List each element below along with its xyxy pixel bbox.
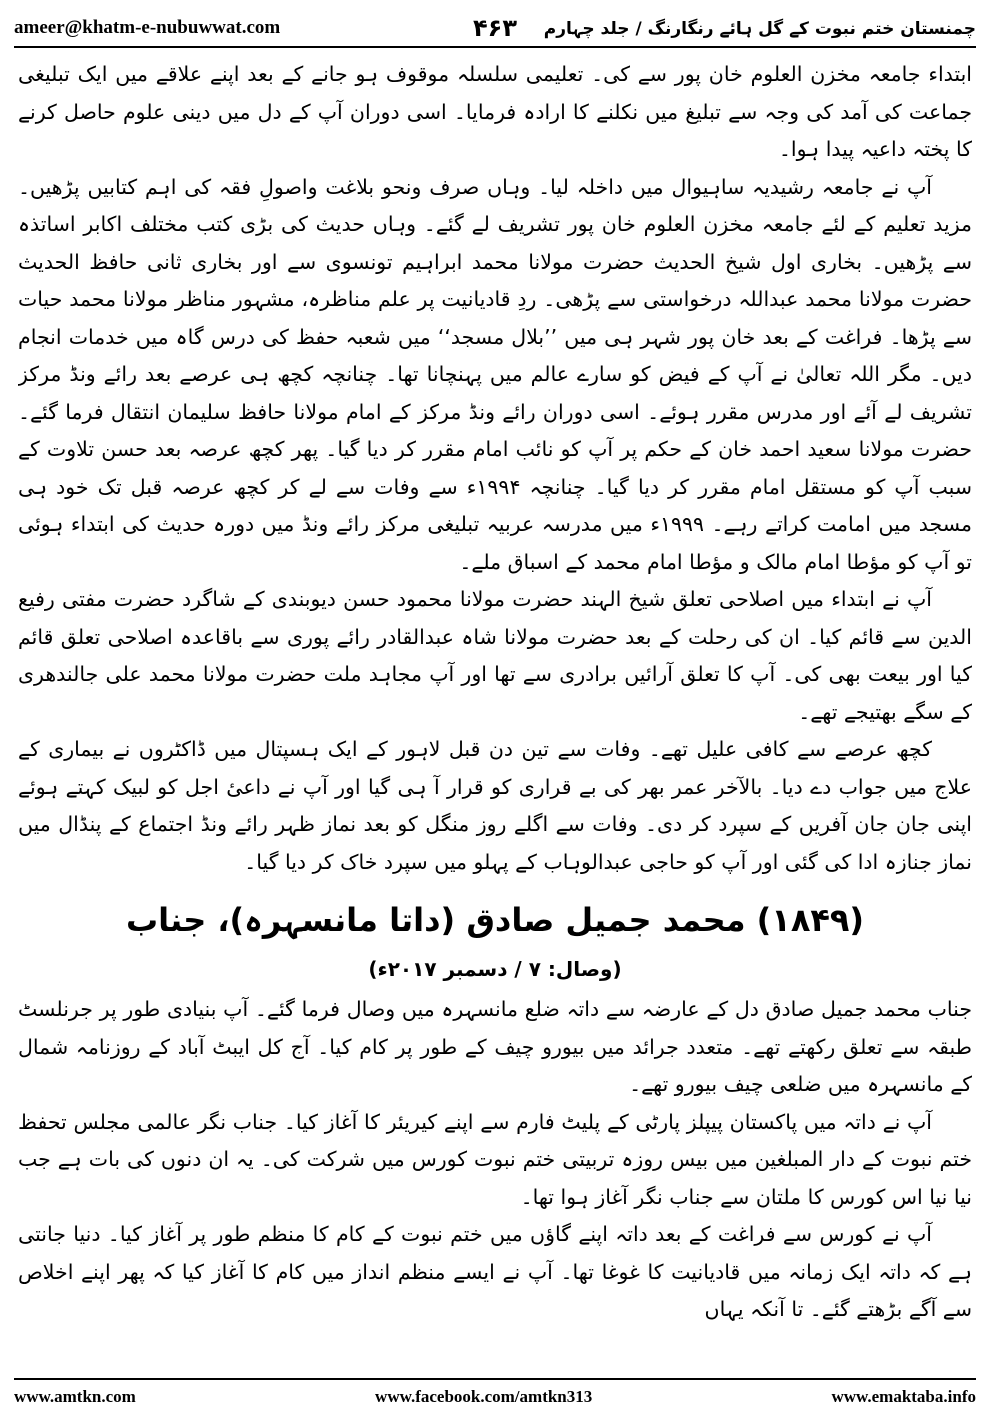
paragraph-6: آپ نے داتہ میں پاکستان پیپلز پارٹی کے پلیٹ فارم سے اپنے کیریئر کا آغاز کیا۔ جناب نگر عالمی مجلس تحفظ ختم نبوت کے دار المبلغین میں بیس روزہ تربیتی ختم نبوت کورس میں شرکت کی۔ یہ ان دنوں کی بات ہے جب نیا نیا اس کورس کا ملتان سے جناب نگر آغاز ہوا تھا۔ bbox=[18, 1109, 972, 1209]
book-title: چمنستان ختم نبوت کے گل ہائے رنگارنگ / جلد چہارم bbox=[543, 18, 976, 39]
section-subheading: (وصال: ۷ / دسمبر ۲۰۱۷ء) bbox=[368, 957, 622, 981]
page-content bbox=[18, 56, 972, 1356]
paragraph-4: کچھ عرصے سے کافی علیل تھے۔ وفات سے تین دن قبل لاہور کے ایک ہسپتال میں ڈاکٹروں نے بیماری کے علاج میں جواب دے دیا۔ بالآخر عمر بھر کی بے قراری کو قرار آ ہی گیا اور آپ نے داعیٔ اجل کو لبیک کہتے ہوئے اپنی جان جان آفریں کے سپرد کر دی۔ وفات سے اگلے روز منگل کو بعد نماز ظہر رائے ونڈ اجتماع کے پنڈال میں نماز جنازہ ادا کی گئی اور آپ کو حاجی عبدالوہاب کے پہلو میں سپرد خاک کر دیا گیا۔ bbox=[18, 737, 972, 874]
header-email: ameer@khatm-e-nubuwwat.com bbox=[14, 17, 281, 38]
paragraph-7: آپ نے کورس سے فراغت کے بعد داتہ اپنے گاؤں میں ختم نبوت کے کام کا منظم طور پر آغاز کیا۔ دنیا جانتی ہے کہ داتہ ایک زمانہ میں قادیانیت کا غوغا تھا۔ آپ نے ایسے منظم انداز میں کام کا آغاز کیا کہ پھر اپنے اخلاص سے آگے بڑھتے گئے۔ تا آنکہ یہاں bbox=[18, 1222, 972, 1321]
footer-link-left[interactable]: www.amtkn.com bbox=[14, 1387, 136, 1406]
paragraph-2: آپ نے جامعہ رشیدیہ ساہیوال میں داخلہ لیا۔ وہاں صرف ونحو بلاغت واصولِ فقہ کی اہم کتابیں پڑھیں۔ مزید تعلیم کے لئے جامعہ مخزن العلوم خان پور تشریف لے گئے۔ وہاں حدیث کی بڑی کتب مختلف اکابر اساتذہ سے پڑھیں۔ بخاری اول شیخ الحدیث حضرت مولانا محمد ابراہیم تونسوی سے اور بخاری ثانی حافظ الحدیث حضرت مولانا محمد عبداللہ درخواستی سے پڑھی۔ ردِ قادیانیت پر علم مناظرہ، مشہور مناظر مولانا محمد حیات سے پڑھا۔ فراغت کے بعد خان پور شہر ہی میں ’’بلال مسجد‘‘ میں شعبہ حفظ کی درس گاہ میں خدمات انجام دیں۔ مگر اللہ تعالیٰ نے آپ کے فیض کو سارے عالم میں پہنچانا تھا۔ چنانچہ کچھ ہی عرصے بعد رائے ونڈ مرکز تشریف لے آئے اور مدرس مقرر ہوئے۔ اسی دوران رائے ونڈ مرکز کے امام مولانا حافظ سلیمان انتقال فرما گئے۔ حضرت مولانا سعید احمد خان کے حکم پر آپ کو نائب امام مقرر کر دیا گیا۔ پھر کچھ عرصہ بعد حسن تلاوت کے سبب آپ کو مستقل امام مقرر کر دیا گیا۔ چنانچہ ۱۹۹۴ء سے وفات سے لے کر کچھ عرصہ قبل تک خود ہی مسجد میں امامت کراتے رہے۔ ۱۹۹۹ء میں مدرسہ عربیہ تبلیغی مرکز رائے ونڈ میں دورہ حدیث کی ابتداء ہوئی تو آپ کو مؤطا امام مالک و مؤطا امام محمد کے اسباق ملے۔ bbox=[18, 174, 972, 574]
paragraph-5: جناب محمد جمیل صادق دل کے عارضہ سے داتہ ضلع مانسہرہ میں وصال فرما گئے۔ آپ بنیادی طور پر جرنلسٹ طبقہ سے تعلق رکھتے تھے۔ متعدد جرائد میں بیورو چیف کے طور پر کام کیا۔ آج کل ایبٹ آباد کے روزنامہ شمال کے مانسہرہ میں ضلعی چیف بیورو تھے۔ bbox=[18, 997, 972, 1096]
page-number: ۴۶۳ bbox=[473, 14, 517, 42]
page-header bbox=[14, 10, 976, 48]
paragraph-1: ابتداء جامعہ مخزن العلوم خان پور سے کی۔ تعلیمی سلسلہ موقوف ہو جانے کے بعد اپنے علاقے میں ایک تبلیغی جماعت کی آمد کی وجہ سے تبلیغ میں نکلنے کا ارادہ فرمایا۔ اسی دوران آپ کے دل میں دینی علوم حاصل کرنے کا پختہ داعیہ پیدا ہوا۔ bbox=[18, 62, 972, 161]
section-heading: (۱۸۴۹) محمد جمیل صادق (داتا مانسہرہ)، جناب bbox=[125, 901, 865, 939]
page-footer bbox=[14, 1378, 976, 1414]
paragraph-3: آپ نے ابتداء میں اصلاحی تعلق شیخ الہند حضرت مولانا محمود حسن دیوبندی کے شاگرد حضرت مفتی رفیع الدین سے قائم کیا۔ ان کی رحلت کے بعد حضرت مولانا شاہ عبدالقادر رائے پوری سے باقاعدہ اصلاحی تعلق قائم کیا اور بیعت بھی کی۔ آپ کا تعلق آرائیں برادری سے تھا اور آپ مجاہد ملت حضرت مولانا محمد علی جالندھری کے سگے بھتیجے تھے۔ bbox=[18, 587, 972, 724]
footer-link-right[interactable]: www.emaktaba.info bbox=[831, 1387, 976, 1406]
footer-link-center[interactable]: www.facebook.com/amtkn313 bbox=[375, 1387, 593, 1406]
